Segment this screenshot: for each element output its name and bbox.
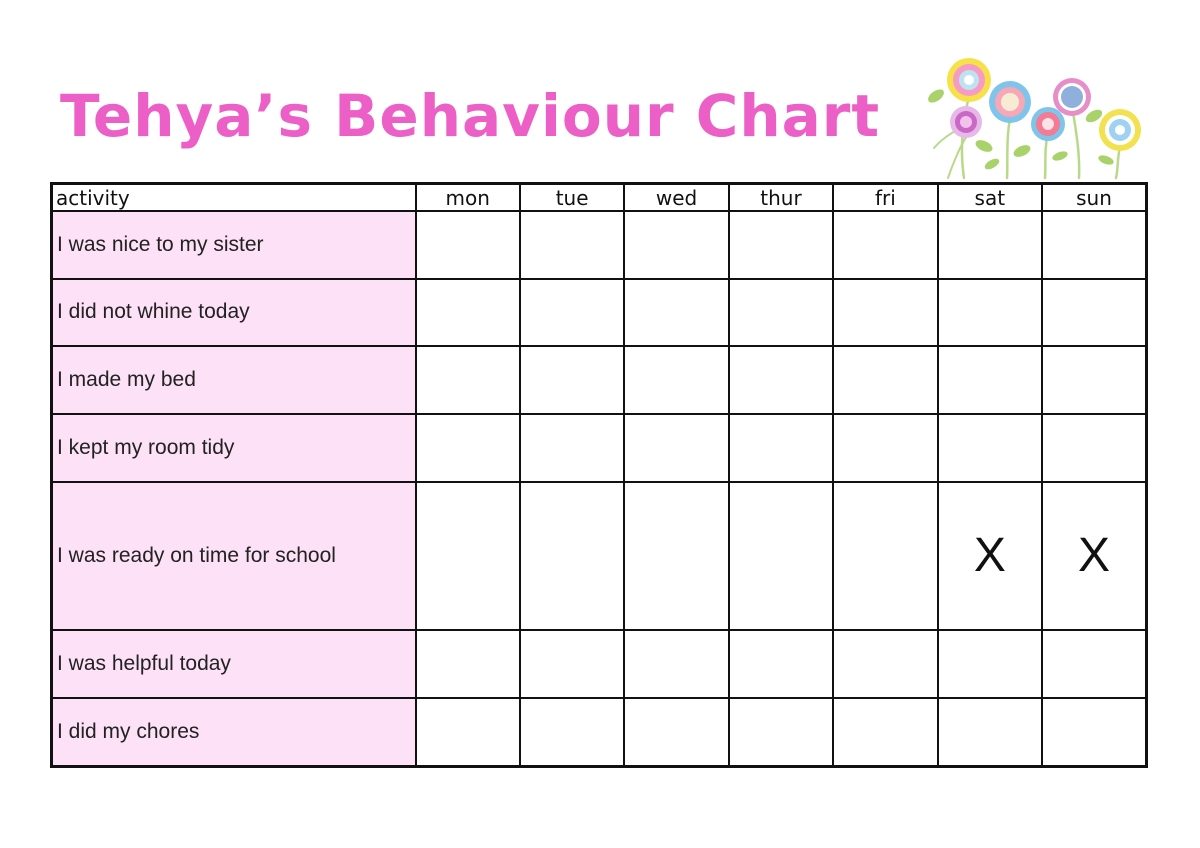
activity-cell: I did my chores: [52, 698, 416, 767]
mark-cell-wed[interactable]: [624, 482, 728, 630]
activity-cell: I kept my room tidy: [52, 414, 416, 482]
mark-cell-tue[interactable]: [520, 346, 624, 414]
day-header-sun: sun: [1042, 184, 1146, 212]
mark-cell-mon[interactable]: [416, 482, 520, 630]
mark-cell-tue[interactable]: [520, 211, 624, 279]
mark-cell-sun[interactable]: X: [1042, 482, 1146, 630]
day-header-mon: mon: [416, 184, 520, 212]
day-header-wed: wed: [624, 184, 728, 212]
mark-cell-thur[interactable]: [729, 698, 833, 767]
table-row: [52, 279, 1147, 347]
mark-cell-fri[interactable]: [833, 630, 937, 698]
mark-cell-sat[interactable]: [938, 279, 1042, 347]
mark-cell-fri[interactable]: [833, 414, 937, 482]
day-header-sat: sat: [938, 184, 1042, 212]
mark-cell-wed[interactable]: [624, 211, 728, 279]
mark-cell-thur[interactable]: [729, 279, 833, 347]
mark-cell-sat[interactable]: X: [938, 482, 1042, 630]
mark-cell-mon[interactable]: [416, 211, 520, 279]
mark-cell-sun[interactable]: [1042, 630, 1146, 698]
mark-cell-fri[interactable]: [833, 482, 937, 630]
mark-cell-sun[interactable]: [1042, 698, 1146, 767]
day-header-thur: thur: [729, 184, 833, 212]
day-header-fri: fri: [833, 184, 937, 212]
table-row: [52, 211, 1147, 279]
activity-cell: I did not whine today: [52, 279, 416, 347]
mark-cell-tue[interactable]: [520, 279, 624, 347]
chart-title: Tehya’s Behaviour Chart: [60, 82, 881, 150]
mark-cell-sun[interactable]: [1042, 211, 1146, 279]
mark-cell-tue[interactable]: [520, 630, 624, 698]
mark-cell-sat[interactable]: [938, 630, 1042, 698]
mark-cell-wed[interactable]: [624, 279, 728, 347]
activity-cell: I made my bed: [52, 346, 416, 414]
mark-cell-sat[interactable]: [938, 414, 1042, 482]
mark-cell-thur[interactable]: [729, 482, 833, 630]
table-row: [52, 698, 1147, 767]
activity-cell: I was nice to my sister: [52, 211, 416, 279]
mark-cell-fri[interactable]: [833, 211, 937, 279]
mark-cell-mon[interactable]: [416, 414, 520, 482]
mark-cell-tue[interactable]: [520, 698, 624, 767]
mark-cell-sun[interactable]: [1042, 414, 1146, 482]
mark-cell-wed[interactable]: [624, 346, 728, 414]
mark-cell-sat[interactable]: [938, 346, 1042, 414]
mark-cell-thur[interactable]: [729, 414, 833, 482]
mark-cell-sun[interactable]: [1042, 279, 1146, 347]
mark-cell-tue[interactable]: [520, 482, 624, 630]
mark-cell-thur[interactable]: [729, 346, 833, 414]
mark-cell-thur[interactable]: [729, 630, 833, 698]
mark-cell-fri[interactable]: [833, 279, 937, 347]
mark-cell-sat[interactable]: [938, 211, 1042, 279]
activity-header: activity: [52, 184, 416, 212]
mark-cell-sat[interactable]: [938, 698, 1042, 767]
table-row: [52, 414, 1147, 482]
table-row: [52, 630, 1147, 698]
mark-cell-mon[interactable]: [416, 346, 520, 414]
table-row: [52, 346, 1147, 414]
activity-cell: I was ready on time for school: [52, 482, 416, 630]
mark-cell-wed[interactable]: [624, 630, 728, 698]
mark-cell-tue[interactable]: [520, 414, 624, 482]
mark-cell-mon[interactable]: [416, 279, 520, 347]
activity-cell: I was helpful today: [52, 630, 416, 698]
table-row: [52, 482, 1147, 630]
behaviour-table: [50, 182, 1148, 768]
mark-cell-fri[interactable]: [833, 346, 937, 414]
header-row: [52, 184, 1147, 212]
day-header-tue: tue: [520, 184, 624, 212]
mark-cell-wed[interactable]: [624, 698, 728, 767]
mark-cell-sun[interactable]: [1042, 346, 1146, 414]
mark-cell-wed[interactable]: [624, 414, 728, 482]
mark-cell-thur[interactable]: [729, 211, 833, 279]
mark-cell-mon[interactable]: [416, 630, 520, 698]
mark-cell-fri[interactable]: [833, 698, 937, 767]
mark-cell-mon[interactable]: [416, 698, 520, 767]
flowers-decoration: [922, 56, 1152, 182]
